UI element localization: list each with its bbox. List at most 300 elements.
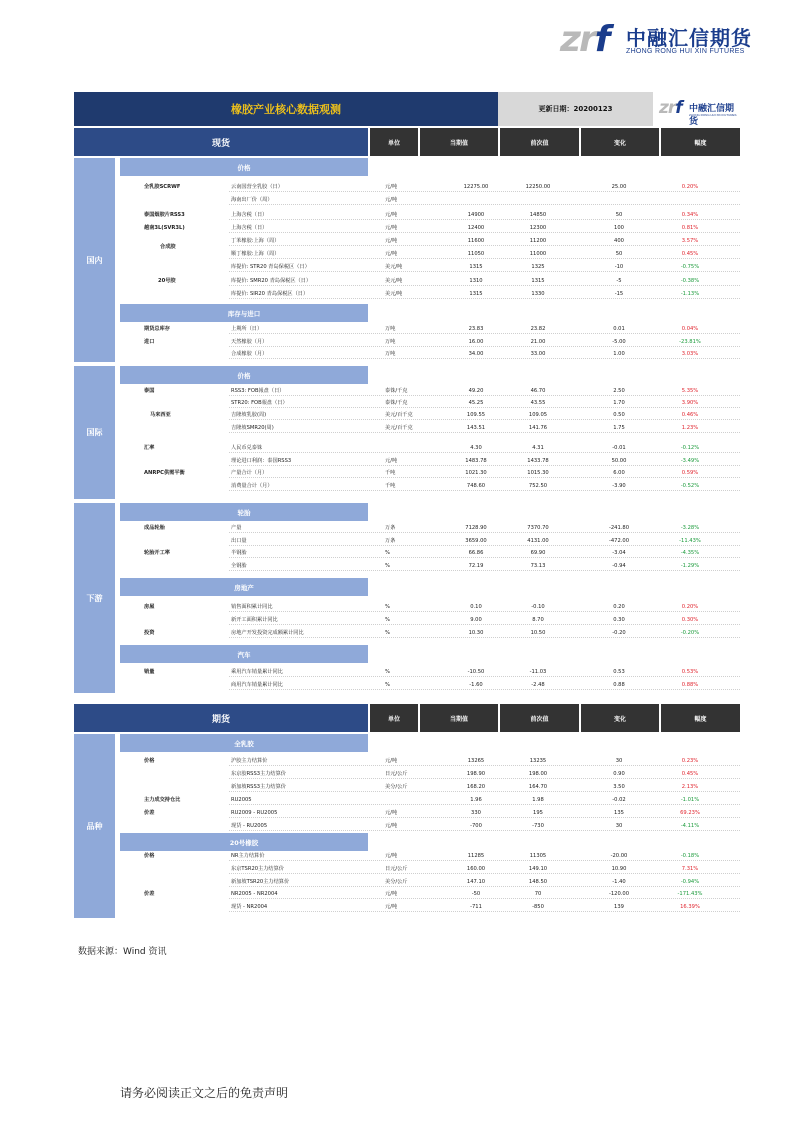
pct-cell: -0.52% [680, 483, 700, 489]
subhead-auto: 汽车 [120, 645, 368, 663]
indicator-cell: 半钢胎 [231, 550, 247, 556]
row-divider [229, 346, 740, 347]
pct-cell: 0.59% [681, 470, 699, 476]
unit-cell: % [385, 563, 390, 569]
pct-cell: -1.13% [680, 291, 700, 297]
current-value-cell: 198.90 [466, 771, 486, 777]
current-value-cell: 14900 [467, 212, 485, 218]
unit-cell: 泰铢/千克 [385, 388, 408, 394]
unit-cell: 美元/百千克 [385, 425, 413, 431]
current-value-cell: 4.30 [470, 445, 482, 451]
group-label: 价差 [144, 891, 155, 897]
indicator-cell: RU2005 [231, 797, 252, 803]
current-value-cell: 49.20 [468, 388, 484, 394]
change-cell: 0.20 [613, 604, 625, 610]
disclaimer: 请务必阅读正文之后的免责声明 [120, 1086, 289, 1100]
unit-cell: 美分/公斤 [385, 784, 408, 790]
previous-value-cell: 21.00 [530, 339, 546, 345]
title-logo-name-en: ZHONG RONG HUI XIN FUTURES [689, 113, 737, 117]
table-row [0, 457, 794, 466]
row-divider [229, 232, 740, 233]
update-date: 更新日期：20200123 [498, 92, 653, 126]
indicator-cell: 丁苯橡胶:上海（周） [231, 238, 280, 244]
current-value-cell: 1310 [469, 278, 483, 284]
previous-value-cell: 70 [534, 891, 542, 897]
current-value-cell: -50 [471, 891, 481, 897]
table-row [0, 277, 794, 286]
indicator-cell: 吉隆坡乳胶(周) [231, 412, 267, 418]
data-source: 数据来源：Wind 资讯 [78, 947, 167, 957]
row-divider [229, 570, 740, 571]
pct-cell: -171.43% [677, 891, 703, 897]
previous-value-cell: 1433.78 [527, 458, 549, 464]
change-cell: -1.40 [612, 879, 626, 885]
row-divider [229, 532, 740, 533]
row-divider [229, 452, 740, 453]
unit-cell: 元/吨 [385, 197, 398, 203]
change-cell: 25.00 [611, 184, 627, 190]
indicator-cell: 合成橡胶（月） [231, 351, 268, 357]
row-divider [229, 219, 740, 220]
table-row [0, 629, 794, 638]
unit-cell: 万吨 [385, 351, 396, 357]
unit-cell: 元/吨 [385, 184, 398, 190]
change-cell: 139 [614, 904, 624, 910]
current-value-cell: 109.55 [466, 412, 486, 418]
current-value-cell: 9.00 [470, 617, 482, 623]
previous-value-cell: 164.70 [528, 784, 548, 790]
indicator-cell: 新加坡TSR20主力结算价 [231, 879, 290, 885]
unit-cell: 元/吨 [385, 212, 398, 218]
col-current: 当期值 [420, 128, 498, 156]
table-row [0, 325, 794, 334]
previous-value-cell: 7370.70 [527, 525, 549, 531]
group-label: 汇率 [144, 445, 155, 451]
previous-value-cell: -850 [532, 904, 544, 910]
change-cell: 0.30 [613, 617, 625, 623]
indicator-cell: RSS3: FOB報盘（日） [231, 388, 285, 394]
row-divider [229, 557, 740, 558]
row-divider [229, 911, 740, 912]
subhead-tire: 轮胎 [120, 503, 368, 521]
group-label: 销量 [144, 669, 155, 675]
table-row [0, 757, 794, 766]
change-cell: 0.50 [613, 412, 625, 418]
current-value-cell: 1315 [469, 291, 483, 297]
table-row [0, 903, 794, 912]
indicator-cell: 出口量 [231, 538, 247, 544]
change-cell: 3.50 [613, 784, 625, 790]
current-value-cell: 7128.90 [465, 525, 487, 531]
indicator-cell: 吉隆坡SMR20(周) [231, 425, 274, 431]
indicator-cell: STR20: FOB報盘（日） [231, 400, 288, 406]
table-row [0, 603, 794, 612]
current-value-cell: 12275.00 [463, 184, 489, 190]
table-row [0, 852, 794, 861]
pct-cell: 3.90% [681, 400, 699, 406]
indicator-cell: 理论进口利润：泰国RSS3 [231, 458, 292, 464]
indicator-cell: 新开工面积累计同比 [231, 617, 278, 623]
col-pct: 幅度 [661, 704, 740, 732]
table-row [0, 549, 794, 558]
change-cell: -3.90 [612, 483, 626, 489]
current-value-cell: 72.19 [468, 563, 484, 569]
unit-cell: 元/吨 [385, 904, 398, 910]
previous-value-cell: 4131.00 [527, 538, 549, 544]
group-label: 全乳胶SCRWF [144, 184, 181, 190]
previous-value-cell: 73.13 [530, 563, 546, 569]
row-divider [229, 804, 740, 805]
table-row [0, 290, 794, 299]
current-value-cell: 160.00 [466, 866, 486, 872]
group-label: 马来西亚 [150, 412, 171, 418]
indicator-cell: NR主力结算价 [231, 853, 265, 859]
table-row [0, 524, 794, 533]
indicator-cell: 上海含税（日） [231, 225, 268, 231]
pct-cell: -0.75% [680, 264, 700, 270]
group-label: 轮胎开工率 [144, 550, 170, 556]
col-pct: 幅度 [661, 128, 740, 156]
current-value-cell: 0.10 [470, 604, 482, 610]
unit-cell: 美元/吨 [385, 278, 403, 284]
unit-cell: 元/吨 [385, 238, 398, 244]
indicator-cell: 天然橡胶（月） [231, 339, 268, 345]
change-cell: 1.70 [613, 400, 625, 406]
table-row [0, 196, 794, 205]
previous-value-cell: 46.70 [530, 388, 546, 394]
unit-cell: 千吨 [385, 483, 396, 489]
table-row [0, 338, 794, 347]
subhead-intl-price: 价格 [120, 366, 368, 384]
row-divider [229, 258, 740, 259]
row-divider [229, 465, 740, 466]
indicator-cell: 东京TSR20主力结算价 [231, 866, 284, 872]
subhead-real-estate: 房地产 [120, 578, 368, 596]
futures-section-header [74, 704, 740, 732]
current-value-cell: 11600 [467, 238, 485, 244]
spot-title: 现货 [74, 128, 368, 156]
previous-value-cell: 11200 [529, 238, 547, 244]
table-row [0, 809, 794, 818]
table-row [0, 387, 794, 396]
col-unit: 单位 [370, 128, 418, 156]
group-label: 泰国烟胶片RSS3 [144, 212, 185, 218]
previous-value-cell: 198.00 [528, 771, 548, 777]
change-cell: -0.02 [612, 797, 626, 803]
indicator-cell: 顺丁橡胶:上海（周） [231, 251, 280, 257]
logo-company-name: 中融汇信期货 [626, 26, 752, 50]
pct-cell: 0.45% [681, 771, 699, 777]
row-divider [229, 873, 740, 874]
group-label: 进口 [144, 339, 155, 345]
unit-cell: 美分/公斤 [385, 879, 408, 885]
row-divider [229, 886, 740, 887]
unit-cell: 万条 [385, 538, 396, 544]
change-cell: -5.00 [612, 339, 626, 345]
row-divider [229, 407, 740, 408]
pct-cell: 7.31% [681, 866, 699, 872]
pct-cell: -11.43% [679, 538, 701, 544]
previous-value-cell: 43.55 [530, 400, 546, 406]
previous-value-cell: 13235 [529, 758, 547, 764]
current-value-cell: 748.60 [466, 483, 486, 489]
previous-value-cell: 109.05 [528, 412, 548, 418]
group-label: 泰国 [144, 388, 155, 394]
row-divider [229, 791, 740, 792]
pct-cell: -3.49% [680, 458, 700, 464]
change-cell: 6.00 [613, 470, 625, 476]
current-value-cell: 1315 [469, 264, 483, 270]
row-divider [229, 624, 740, 625]
title-logo-name: 中融汇信期货 [689, 104, 735, 127]
pct-cell: 0.45% [681, 251, 699, 257]
change-cell: -0.20 [612, 630, 626, 636]
pct-cell: 0.30% [681, 617, 699, 623]
table-row [0, 890, 794, 899]
table-row [0, 796, 794, 805]
col-current: 当期值 [420, 704, 498, 732]
previous-value-cell: 752.50 [528, 483, 548, 489]
pct-cell: -0.18% [680, 853, 700, 859]
row-divider [229, 395, 740, 396]
indicator-cell: 库提价: STR20 青岛保税区（日） [231, 264, 310, 270]
table-row [0, 770, 794, 779]
change-cell: 30 [615, 758, 623, 764]
change-cell: 30 [615, 823, 623, 829]
pct-cell: 5.35% [681, 388, 699, 394]
group-label: 投资 [144, 630, 155, 636]
previous-value-cell: 23.82 [530, 326, 546, 332]
group-label: 20号胶 [158, 278, 176, 284]
indicator-cell: RU2009 - RU2005 [231, 810, 278, 816]
current-value-cell: 147.10 [466, 879, 486, 885]
current-value-cell: 34.00 [468, 351, 484, 357]
pct-cell: -0.94% [680, 879, 700, 885]
pct-cell: 0.20% [681, 604, 699, 610]
company-logo [560, 18, 760, 62]
row-divider [229, 676, 740, 677]
table-row [0, 668, 794, 677]
unit-cell: % [385, 669, 390, 675]
previous-value-cell: 1015.30 [527, 470, 549, 476]
report-title-bar [74, 92, 740, 126]
row-divider [229, 689, 740, 690]
row-divider [229, 898, 740, 899]
indicator-cell: 新加坡RSS3主力结算价 [231, 784, 286, 790]
col-previous: 前次值 [500, 704, 579, 732]
previous-value-cell: 1325 [531, 264, 545, 270]
unit-cell: 元/吨 [385, 810, 398, 816]
table-row [0, 865, 794, 874]
previous-value-cell: 33.00 [530, 351, 546, 357]
previous-value-cell: 69.90 [530, 550, 546, 556]
current-value-cell: 143.51 [466, 425, 486, 431]
current-value-cell: 66.86 [468, 550, 484, 556]
row-divider [229, 245, 740, 246]
region-varieties: 品种 [74, 734, 115, 918]
previous-value-cell: 11305 [529, 853, 547, 859]
indicator-cell: 现货 - RU2005 [231, 823, 268, 829]
change-cell: 50.00 [611, 458, 627, 464]
group-label: 价格 [144, 853, 155, 859]
previous-value-cell: 12300 [529, 225, 547, 231]
current-value-cell: 45.25 [468, 400, 484, 406]
previous-value-cell: 8.70 [532, 617, 544, 623]
unit-cell: 元/吨 [385, 853, 398, 859]
unit-cell: 元/吨 [385, 225, 398, 231]
change-cell: -0.94 [612, 563, 626, 569]
row-divider [229, 477, 740, 478]
subhead-no20-rubber: 20号橡胶 [120, 833, 368, 851]
table-row [0, 237, 794, 246]
current-value-cell: 1.96 [470, 797, 482, 803]
unit-cell: % [385, 617, 390, 623]
change-cell: 400 [614, 238, 624, 244]
row-divider [229, 778, 740, 779]
pct-cell: 0.46% [681, 412, 699, 418]
group-label: ANRPC供需平衡 [144, 470, 185, 476]
col-change: 变化 [581, 704, 659, 732]
previous-value-cell: 149.10 [528, 866, 548, 872]
unit-cell: % [385, 550, 390, 556]
indicator-cell: 沪胶主力结算价 [231, 758, 268, 764]
previous-value-cell: 10.50 [530, 630, 546, 636]
pct-cell: 1.23% [681, 425, 699, 431]
change-cell: -10 [614, 264, 624, 270]
group-label: 期货总库存 [144, 326, 170, 332]
title-logo-mark: zrf [659, 98, 682, 118]
pct-cell: -23.81% [679, 339, 701, 345]
table-row [0, 482, 794, 491]
group-label: 成品轮胎 [144, 525, 165, 531]
group-label: 主力成交持仓比 [144, 797, 181, 803]
pct-cell: 0.23% [681, 758, 699, 764]
previous-value-cell: -0.10 [531, 604, 545, 610]
change-cell: 50 [615, 212, 623, 218]
change-cell: 50 [615, 251, 623, 257]
indicator-cell: 乘用汽车销量累计同比 [231, 669, 283, 675]
indicator-cell: 海南出厂价（周） [231, 197, 273, 203]
previous-value-cell: 141.76 [528, 425, 548, 431]
table-row [0, 411, 794, 420]
change-cell: -5 [616, 278, 622, 284]
change-cell: 0.90 [613, 771, 625, 777]
col-previous: 前次值 [500, 128, 579, 156]
table-row [0, 783, 794, 792]
subhead-domestic-price: 价格 [120, 158, 368, 176]
current-value-cell: 1483.78 [465, 458, 487, 464]
current-value-cell: 10.30 [468, 630, 484, 636]
previous-value-cell: 1315 [531, 278, 545, 284]
col-change: 变化 [581, 128, 659, 156]
row-divider [229, 358, 740, 359]
unit-cell: 美元/百千克 [385, 412, 413, 418]
table-row [0, 444, 794, 453]
row-divider [229, 490, 740, 491]
report-title: 橡胶产业核心数据观测 [74, 92, 498, 126]
pct-cell: 0.04% [681, 326, 699, 332]
row-divider [229, 271, 740, 272]
unit-cell: 千吨 [385, 470, 396, 476]
current-value-cell: -711 [470, 904, 482, 910]
unit-cell: 元/吨 [385, 251, 398, 257]
change-cell: -241.80 [608, 525, 630, 531]
previous-value-cell: -730 [532, 823, 544, 829]
previous-value-cell: 12250.00 [525, 184, 551, 190]
change-cell: -0.01 [612, 445, 626, 451]
previous-value-cell: 4.31 [532, 445, 544, 451]
pct-cell: -1.01% [680, 797, 700, 803]
unit-cell: 元/吨 [385, 823, 398, 829]
pct-cell: -0.12% [680, 445, 700, 451]
previous-value-cell: 14850 [529, 212, 547, 218]
indicator-cell: 库提价: SIR20 青岛保税区（日） [231, 291, 309, 297]
previous-value-cell: -11.03 [529, 669, 547, 675]
pct-cell: -4.35% [680, 550, 700, 556]
table-row [0, 616, 794, 625]
row-divider [229, 611, 740, 612]
pct-cell: -3.28% [680, 525, 700, 531]
indicator-cell: 上期所（日） [231, 326, 263, 332]
pct-cell: 2.13% [681, 784, 699, 790]
current-value-cell: 16.00 [468, 339, 484, 345]
previous-value-cell: 1330 [531, 291, 545, 297]
region-international: 国际 [74, 366, 115, 499]
table-row [0, 469, 794, 478]
table-row [0, 878, 794, 887]
indicator-cell: 云南国营全乳胶（日） [231, 184, 283, 190]
table-row [0, 350, 794, 359]
group-label: 价差 [144, 810, 155, 816]
change-cell: -15 [614, 291, 624, 297]
change-cell: 0.88 [613, 682, 625, 688]
current-value-cell: 23.83 [468, 326, 484, 332]
unit-cell: 元/吨 [385, 891, 398, 897]
indicator-cell: 销售面积累计同比 [231, 604, 273, 610]
unit-cell: 万条 [385, 525, 396, 531]
pct-cell: 16.39% [680, 904, 700, 910]
pct-cell: 0.88% [681, 682, 699, 688]
indicator-cell: 东京胶RSS3主力结算价 [231, 771, 286, 777]
pct-cell: -0.38% [680, 278, 700, 284]
current-value-cell: 1021.30 [465, 470, 487, 476]
subhead-whole-latex: 全乳胶 [120, 734, 368, 752]
group-label: 合成胶 [160, 244, 176, 250]
unit-cell: 美元/吨 [385, 264, 403, 270]
indicator-cell: 全钢胎 [231, 563, 247, 569]
current-value-cell: 168.20 [466, 784, 486, 790]
table-row [0, 211, 794, 220]
col-unit: 单位 [370, 704, 418, 732]
row-divider [229, 419, 740, 420]
current-value-cell: -10.50 [467, 669, 485, 675]
unit-cell: 万吨 [385, 339, 396, 345]
pct-cell: 3.57% [681, 238, 699, 244]
change-cell: -472.00 [608, 538, 630, 544]
change-cell: -120.00 [608, 891, 630, 897]
spot-section-header [74, 128, 740, 156]
current-value-cell: 12400 [467, 225, 485, 231]
table-row [0, 822, 794, 831]
current-value-cell: -700 [470, 823, 482, 829]
row-divider [229, 860, 740, 861]
table-row [0, 681, 794, 690]
logo-mark: zrf [560, 19, 609, 60]
pct-cell: 69.23% [680, 810, 700, 816]
previous-value-cell: 195 [533, 810, 543, 816]
subhead-inventory-import: 库存与进口 [120, 304, 368, 322]
indicator-cell: 消费量合计（月） [231, 483, 273, 489]
